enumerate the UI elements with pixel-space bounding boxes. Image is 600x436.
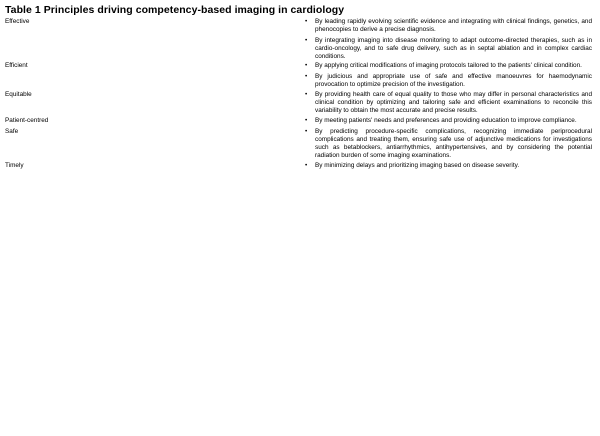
principle-points <box>305 117 594 125</box>
point-text: By minimizing delays and prioritizing imaging based on disease severity. <box>315 162 520 169</box>
bullet-icon: • <box>305 91 308 98</box>
bullet-icon: • <box>305 37 308 44</box>
table-row-effective <box>5 18 594 61</box>
table-row-safe <box>5 128 594 160</box>
table-title: Table 1 Principles driving competency-based imaging in cardiology <box>5 4 345 16</box>
point-text: By judicious and appropriate use of safe and effective manoeuvres for haemodynamic provocation to optimize precision of the investigation. <box>315 73 592 88</box>
point-text: By predicting procedure-specific complications, recognizing immediate periprocedural complications and treating them, ensuring safe use of adjunctive medications for investigations such as betablockers, antiarrhythmics, antihypertensives, and by considering the potential radiation burden of some imaging examinations. <box>315 128 592 159</box>
principle-points <box>305 62 594 89</box>
bullet-icon: • <box>305 162 308 169</box>
principle-points <box>305 162 594 170</box>
bullet-icon: • <box>305 128 308 135</box>
principle-label: Equitable <box>5 91 32 98</box>
principle-label: Timely <box>5 162 24 169</box>
bullet-icon: • <box>305 62 308 69</box>
list-item <box>305 62 594 70</box>
list-item <box>305 162 594 170</box>
table-row-timely <box>5 162 594 170</box>
principle-label: Efficient <box>5 62 28 69</box>
table-row-equitable <box>5 91 594 115</box>
principle-label: Safe <box>5 128 19 135</box>
principle-points <box>305 18 594 61</box>
principle-points <box>305 91 594 115</box>
bullet-icon: • <box>305 73 308 80</box>
point-text: By integrating imaging into disease monitoring to adapt outcome-directed therapies, such as in cardio-oncology, and to safe drug delivery, such as in septal ablation and in complex cardiac conditions. <box>315 37 592 60</box>
table-row-patient-centred <box>5 117 594 125</box>
table-row-efficient <box>5 62 594 89</box>
point-text: By providing health care of equal quality to those who may differ in personal characteristics and clinical condition by optimizing and tailoring safe and efficient examinations to reconcile this variability to obtain the most accurate and precise results. <box>315 91 592 114</box>
list-item <box>305 18 594 34</box>
list-item <box>305 91 594 115</box>
point-text: By leading rapidly evolving scientific evidence and integrating with clinical findings, genetics, and phenocopies to derive a precise diagnosis. <box>315 18 592 33</box>
list-item <box>305 117 594 125</box>
principle-points <box>305 128 594 160</box>
point-text: By applying critical modifications of imaging protocols tailored to the patients' clinical condition. <box>315 62 582 69</box>
bullet-icon: • <box>305 18 308 25</box>
point-text: By meeting patients' needs and preferences and providing education to improve compliance. <box>315 117 577 124</box>
principle-label: Effective <box>5 18 30 25</box>
list-item <box>305 37 594 61</box>
principle-label: Patient-centred <box>5 117 49 124</box>
list-item <box>305 73 594 89</box>
list-item <box>305 128 594 160</box>
bullet-icon: • <box>305 117 308 124</box>
